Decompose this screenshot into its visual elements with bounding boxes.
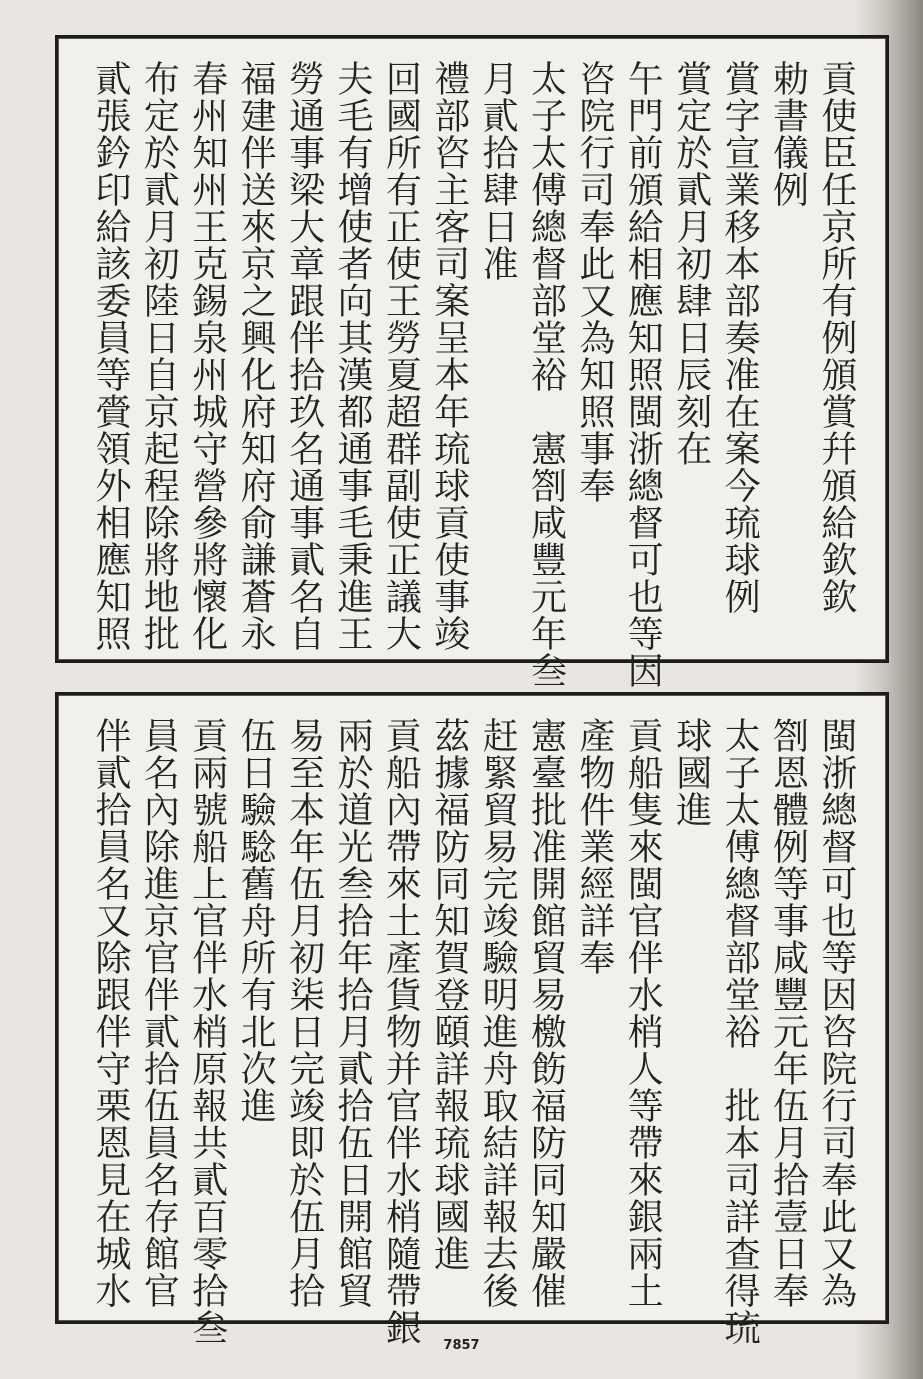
text-column: 勞通事梁大章跟伴拾玖名通事貳名自 xyxy=(283,60,325,652)
text-column: 禮部咨主客司案呈本年琉球貢使事竣 xyxy=(428,60,470,652)
page-number: 7857 xyxy=(443,1338,480,1353)
text-column: 員名內除進京官伴貳拾伍員名存館官 xyxy=(138,717,180,1309)
text-column: 劄恩體例等事咸豐元年伍月拾壹日奉 xyxy=(767,717,809,1309)
text-column: 茲據福防同知賀登頤詳報琉球國進 xyxy=(428,717,470,1272)
text-column: 貢船隻來閩官伴水梢人等帶來銀兩土 xyxy=(622,717,664,1309)
text-column: 賞字宣業移本部奏准在案今琉球例 xyxy=(719,60,761,615)
text-column: 產物件業經詳奉 xyxy=(573,717,615,976)
text-column: 赶緊貿易完竣驗明進舟取結詳報去後 xyxy=(477,717,519,1309)
text-column: 貢兩號船上官伴水梢原報共貳百零拾叁 xyxy=(186,717,228,1346)
text-column: 午門前頒給相應知照閩浙總督可也等因 xyxy=(622,60,664,689)
text-column: 福建伴送來京之興化府知府俞謙蒼永 xyxy=(235,60,277,652)
text-column: 貢船內帶來土產貨物并官伴水梢隨帶銀 xyxy=(380,717,422,1346)
text-column: 回國所有正使王勞夏超群副使正議大 xyxy=(380,60,422,652)
text-column: 憲臺批准開館貿易檄飭福防同知嚴催 xyxy=(525,717,567,1309)
text-column: 閩浙總督可也等因咨院行司奉此又為 xyxy=(815,717,857,1309)
text-column: 兩於道光叁拾年拾月貳拾伍日開館貿 xyxy=(331,717,373,1309)
text-column: 伍日驗騐舊舟所有北次進 xyxy=(235,717,277,1124)
text-column: 太子太傅總督部堂裕 憲劄咸豐元年叁 xyxy=(525,60,567,689)
text-column: 貢使臣任京所有例頒賞幷頒給欽欽 xyxy=(815,60,857,615)
text-column: 春州知州王克錫泉州城守營參將懷化 xyxy=(186,60,228,652)
text-column: 伴貳拾員名又除跟伴守栗恩見在城水 xyxy=(90,717,131,1309)
text-area-top xyxy=(86,60,860,689)
text-column: 夫毛有增使者向其漢都通事毛秉進王 xyxy=(331,60,373,652)
text-column: 布定於貳月初陸日自京起程除將地批 xyxy=(138,60,180,652)
text-column: 勅書儀例 xyxy=(767,60,809,208)
text-column: 賞定於貳月初肆日辰刻在 xyxy=(670,60,712,467)
text-column: 貳張鈐印給該委員等賫領外相應知照 xyxy=(90,60,131,652)
text-column: 球國進 xyxy=(670,717,712,828)
document-panel-top xyxy=(55,35,889,689)
text-column: 易至本年伍月初柒日完竣即於伍月拾 xyxy=(283,717,325,1309)
text-column: 月貳拾肆日准 xyxy=(477,60,519,282)
text-column: 太子太傅總督部堂裕 批本司詳查得琉 xyxy=(719,717,761,1346)
text-column: 咨院行司奉此又為知照事奉 xyxy=(573,60,615,504)
